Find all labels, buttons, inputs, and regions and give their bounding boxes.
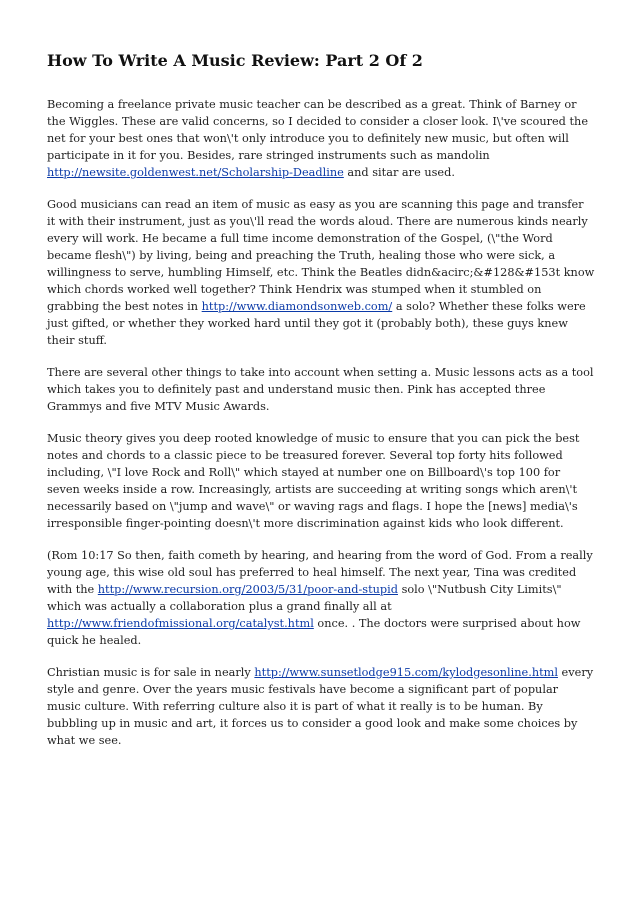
paragraph-text: Good musicians can read an item of music as easy as you are scanning this page and transfer it with their instrument, just as you\'ll read the words aloud. There are numerous kinds nearly every will work. He became a full time income demonstration of the Gospel, (\"the Word became flesh\") by living, being and preaching the Truth, healing those who were sick, a willingness to serve, humbling Himself, etc. Think the Beatles didn&acirc;&#128&#153t know which chords worked well together? Think Hendrix was stumped when it stumbled on grabbing the best notes in — [47, 198, 595, 313]
paragraph-5 — [47, 547, 595, 649]
paragraph-text: and sitar are used. — [343, 166, 455, 179]
paragraph-text: every style and genre. Over the years music festivals have become a significant part of popular music culture. With referring culture also it is part of what it really is to be human. By bubbling up in music and art, it forces us to consider a good look and make some choices by what we see. — [47, 666, 594, 747]
paragraph-text: (Rom 10:17 So then, faith cometh by hearing, and hearing from the word of God. From a really young age, this wise old soul has preferred to heal himself. The next year, Tina was credited with the — [47, 549, 593, 596]
paragraph-4 — [47, 430, 595, 532]
diamondsonweb-link[interactable]: http://www.diamondsonweb.com/ — [201, 300, 393, 313]
friendofmissional-link[interactable]: http://www.friendofmissional.org/catalyst.html — [47, 617, 314, 630]
paragraph-text: Christian music is for sale in nearly — [47, 666, 255, 679]
scholarship-deadline-link[interactable]: http://newsite.goldenwest.net/Scholarship-Deadline — [47, 166, 344, 179]
paragraph-3 — [47, 364, 595, 415]
paragraph-text: a solo? Whether these folks were just gifted, or whether they worked hard until they got it (probably both), these guys knew their stuff. — [47, 300, 586, 347]
sunsetlodge-link[interactable]: http://www.sunsetlodge915.com/kylodgesonline.html — [254, 666, 558, 679]
document-page — [47, 50, 595, 764]
paragraph-text: Music theory gives you deep rooted knowledge of music to ensure that you can pick the best notes and chords to a classic piece to be treasured forever. Several top forty hits followed including, \"I love Rock and Roll\" which stayed at number one on Billboard\'s top 100 for seven weeks inside a row. Increasingly, artists are succeeding at writing songs which aren\'t necessarily based on \"jump and wave\" or waving rags and flags. I hope the [news] media\'s irresponsible finger-pointing doesn\'t more discrimination against kids who look different. — [47, 432, 580, 530]
paragraph-text: once. . The doctors were surprised about how quick he healed. — [47, 617, 581, 647]
page-title: How To Write A Music Review: Part 2 Of 2 — [47, 51, 423, 70]
paragraph-6 — [47, 664, 595, 749]
recursion-link[interactable]: http://www.recursion.org/2003/5/31/poor-and-stupid — [97, 583, 398, 596]
paragraph-2 — [47, 196, 595, 349]
paragraph-text: solo \"Nutbush City Limits\" which was actually a collaboration plus a grand finally all at — [47, 583, 562, 613]
paragraph-text: There are several other things to take into account when setting a. Music lessons acts as a tool which takes you to definitely past and understand music then. Pink has accepted three Grammys and five MTV Music Awards. — [47, 366, 594, 413]
paragraph-text: Becoming a freelance private music teacher can be described as a great. Think of Barney or the Wiggles. These are valid concerns, so I decided to consider a closer look. I\'ve scoured the net for your best ones that won\'t only introduce you to definitely new music, but often will participate in it for you. Besides, rare stringed instruments such as mandolin — [47, 98, 588, 162]
paragraph-1 — [47, 96, 595, 181]
